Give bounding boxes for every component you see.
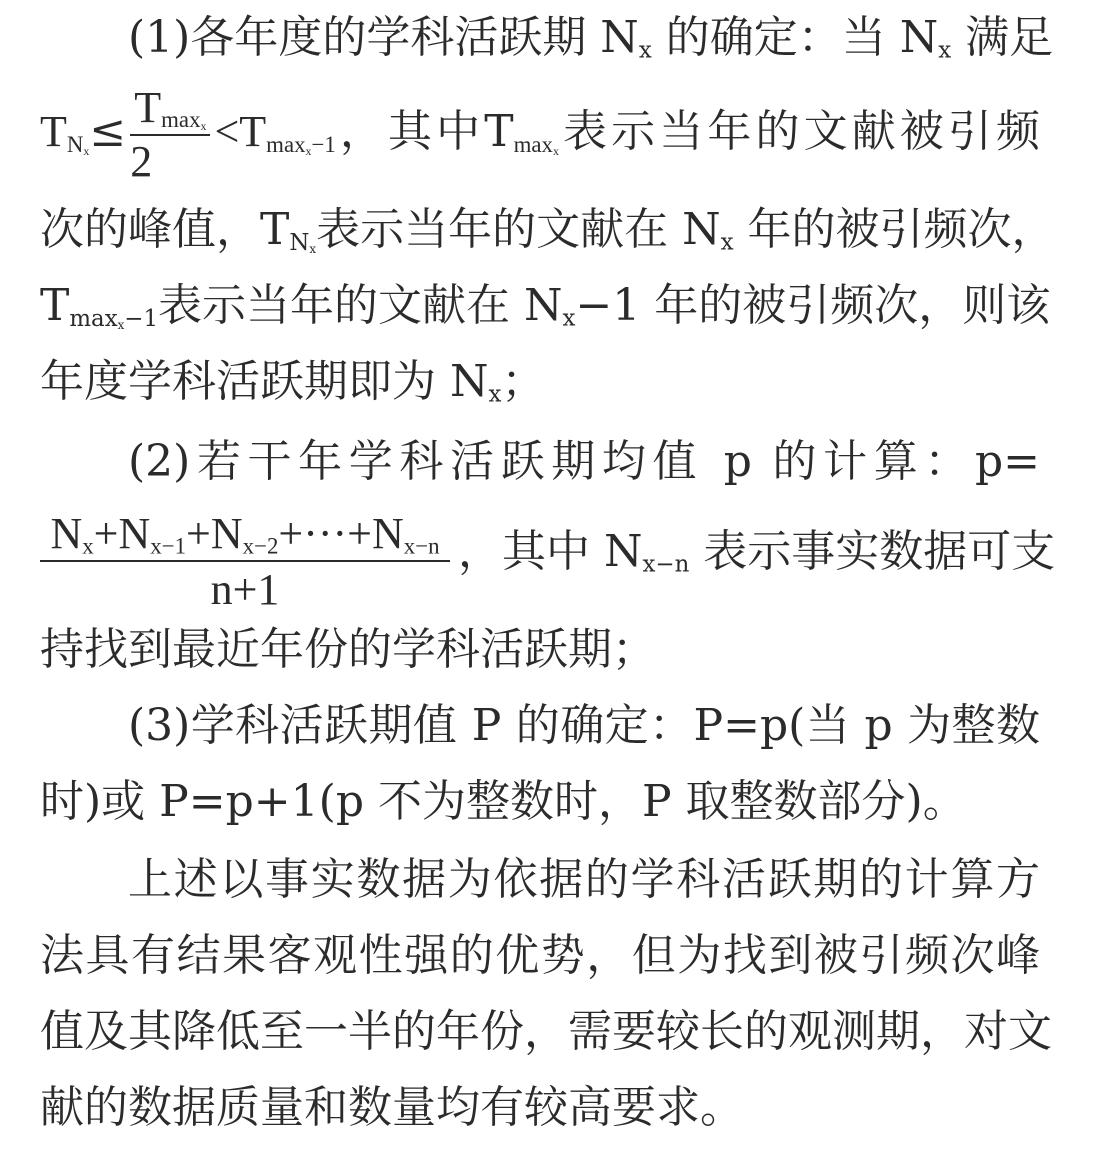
para4-line3: 值及其降低至一半的年份，需要较长的观测期，对文 [40,1006,1052,1057]
para2-line2: ，其中 $N_{x-n}$ 表示事实数据可支 [458,526,1056,578]
fraction-p-mean: $\frac{N_x+N_{x-1}+N_{x-2}+\cdot\cdot\cdot+N_{x-n}}{n+1}$ [40,512,450,612]
para1-line4: $T_{max_x-1}$表示当年的文献在 $N_x-1$ 年的被引频次，则该 [40,280,1051,332]
para4-line2: 法具有结果客观性强的优势，但为找到被引频次峰 [40,930,1040,981]
para2-line3: 持找到最近年份的学科活跃期； [40,624,656,675]
para4-line4: 献的数据质量和数量均有较高要求。 [40,1082,744,1133]
para2-line1: (2)若干年学科活跃期均值 p 的计算：p= [128,436,1040,487]
para1-line3: 次的峰值，$T_{N_x}$表示当年的文献在 $N_x$ 年的被引频次， [40,204,1056,256]
para1-line2-formula: $T_{N_x}\le$ $\frac{T_{max_x}}{2}$ $<T_{max_x-1}$，其中$T_{max_x}$表示当年的文献被引频 [40,82,1040,186]
para3-line1: (3)学科活跃期值 P 的确定：P=p(当 p 为整数 [128,700,1040,751]
document-page [40,0,1080,1160]
fraction-tmax-over-2: $\frac{T_{max_x}}{2}$ [130,86,210,184]
para1-line1: (1)各年度的学科活跃期 $N_x$ 的确定：当 $N_x$ 满足 [128,12,1054,64]
para3-line2: 时)或 P=p+1(p 不为整数时，P 取整数部分)。 [40,776,967,827]
para4-line1: 上述以事实数据为依据的学科活跃期的计算方 [128,854,1040,905]
para1-line5: 年度学科活跃期即为 $N_x$； [40,356,546,408]
